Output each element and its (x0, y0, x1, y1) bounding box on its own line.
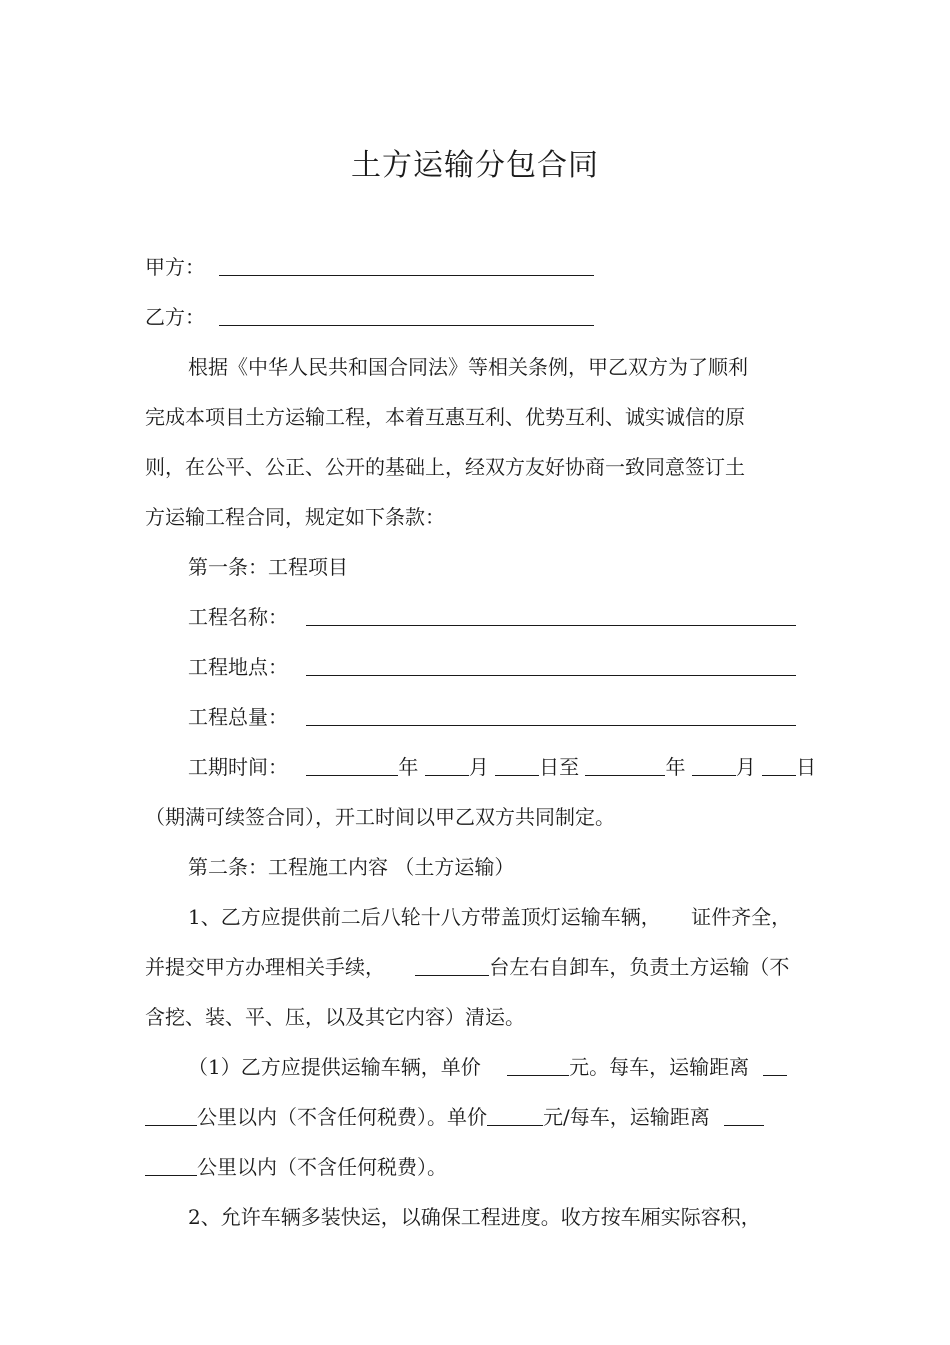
party-b-label: 乙方： (145, 305, 205, 329)
period-line (188, 753, 816, 781)
distance-1-blank-a (763, 1055, 787, 1076)
item2-line-1: 2、允许车辆多装快运，以确保工程进度。收方按车厢实际容积， (188, 1205, 761, 1229)
distance-2-blank-a (724, 1105, 764, 1126)
end-year-blank (585, 755, 665, 776)
intro-line-4: 方运输工程合同，规定如下条款： (145, 505, 445, 529)
sub1-line-3 (145, 1153, 447, 1181)
distance-1-blank-b (145, 1105, 197, 1126)
article2-heading: 第二条：工程施工内容 （土方运输） (188, 855, 515, 879)
item1-line-2 (145, 953, 789, 981)
distance-2-blank-b (145, 1155, 197, 1176)
truck-count-blank (415, 955, 489, 976)
intro-line-3: 则，在公平、公正、公开的基础上，经双方友好协商一致同意签订土 (145, 455, 745, 479)
party-a-line (145, 253, 594, 281)
project-total-blank (306, 705, 796, 726)
start-year-text: 年 (398, 755, 419, 779)
sub1-line2-text-a: 公里以内（不含任何税费）。单价 (197, 1105, 487, 1129)
project-name-line (188, 603, 796, 631)
start-day-blank (495, 755, 539, 776)
project-total-line (188, 703, 796, 731)
intro-line-1: 根据《中华人民共和国合同法》等相关条例，甲乙双方为了顺利 (188, 355, 748, 379)
start-year-blank (306, 755, 398, 776)
end-month-text: 月 (735, 755, 756, 779)
item1-line-3: 含挖、装、平、压，以及其它内容）清运。 (145, 1005, 525, 1029)
unit-price-2-blank (487, 1105, 543, 1126)
party-b-blank (219, 305, 594, 326)
project-name-blank (306, 605, 796, 626)
project-location-label: 工程地点： (188, 655, 288, 679)
start-month-text: 月 (468, 755, 489, 779)
period-label: 工期时间： (188, 755, 288, 779)
sub1-line3-text: 公里以内（不含任何税费）。 (197, 1155, 447, 1179)
sub1-text-b: 元。每车，运输距离 (569, 1055, 750, 1079)
item1-line2-text-a: 并提交甲方办理相关手续， (145, 955, 385, 979)
end-day-blank (762, 755, 796, 776)
unit-price-1-blank (507, 1055, 569, 1076)
project-location-line (188, 653, 796, 681)
project-name-label: 工程名称： (188, 605, 288, 629)
project-total-label: 工程总量： (188, 705, 288, 729)
party-a-blank (219, 255, 594, 276)
start-day-text: 日至 (539, 755, 580, 779)
item1-line2-text-b: 台左右自卸车，负责土方运输（不 (489, 955, 790, 979)
end-month-blank (692, 755, 736, 776)
item1-line-1 (188, 903, 791, 931)
start-month-blank (425, 755, 469, 776)
item1-text-b: 证件齐全， (691, 905, 792, 929)
project-location-blank (306, 655, 796, 676)
party-b-line (145, 303, 594, 331)
sub1-line2-text-b: 元/每车，运输距离 (543, 1105, 710, 1129)
sub1-text-a: （1）乙方应提供运输车辆，单价 (188, 1055, 481, 1079)
end-day-text: 日 (796, 755, 817, 779)
item1-text-a: 1、乙方应提供前二后八轮十八方带盖顶灯运输车辆， (188, 905, 661, 929)
page-title: 土方运输分包合同 (351, 148, 599, 183)
article1-heading: 第一条：工程项目 (188, 555, 348, 579)
party-a-label: 甲方： (145, 255, 205, 279)
intro-line-2: 完成本项目土方运输工程，本着互惠互利、优势互利、诚实诚信的原 (145, 405, 745, 429)
period-note: （期满可续签合同），开工时间以甲乙双方共同制定。 (145, 805, 615, 829)
sub1-line-2 (145, 1103, 764, 1131)
sub1-line-1 (188, 1053, 787, 1081)
end-year-text: 年 (665, 755, 686, 779)
